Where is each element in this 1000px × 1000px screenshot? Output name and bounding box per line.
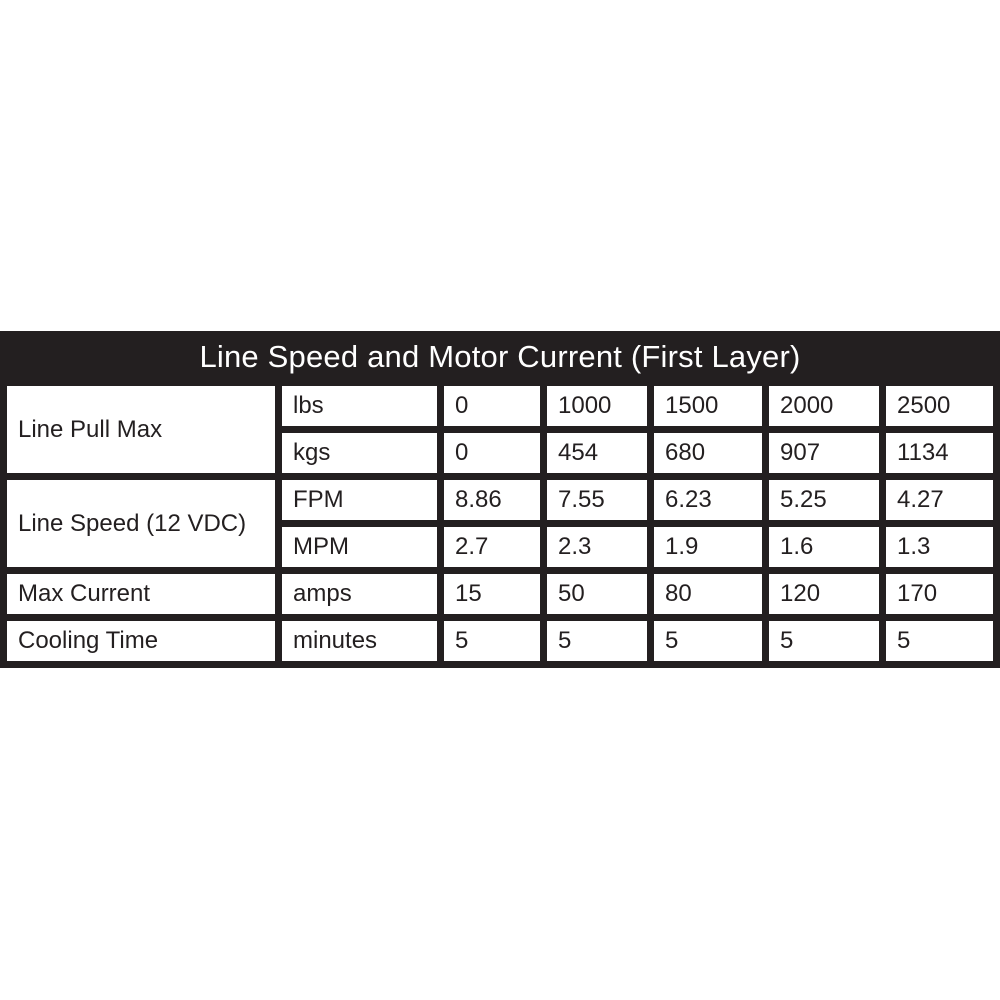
table-row <box>7 480 993 520</box>
value-cell: 5 <box>444 621 540 661</box>
value-cell: 1500 <box>654 386 762 426</box>
value-cell: 15 <box>444 574 540 614</box>
spec-table <box>0 331 1000 668</box>
row-group-label-line-pull-max: Line Pull Max <box>7 386 275 473</box>
value-cell: 5 <box>654 621 762 661</box>
value-cell: 0 <box>444 433 540 473</box>
value-cell: 1134 <box>886 433 993 473</box>
value-cell: 120 <box>769 574 879 614</box>
value-cell: 5 <box>886 621 993 661</box>
table-row <box>7 574 993 614</box>
row-group-label-line-speed: Line Speed (12 VDC) <box>7 480 275 567</box>
value-cell: 0 <box>444 386 540 426</box>
value-cell: 5 <box>547 621 647 661</box>
unit-cell: kgs <box>282 433 437 473</box>
value-cell: 6.23 <box>654 480 762 520</box>
value-cell: 454 <box>547 433 647 473</box>
value-cell: 8.86 <box>444 480 540 520</box>
table-title: Line Speed and Motor Current (First Layer) <box>199 339 801 374</box>
value-cell: 2000 <box>769 386 879 426</box>
value-cell: 4.27 <box>886 480 993 520</box>
unit-cell: minutes <box>282 621 437 661</box>
value-cell: 170 <box>886 574 993 614</box>
unit-cell: MPM <box>282 527 437 567</box>
table-row <box>7 386 993 426</box>
value-cell: 680 <box>654 433 762 473</box>
value-cell: 5 <box>769 621 879 661</box>
value-cell: 1000 <box>547 386 647 426</box>
value-cell: 907 <box>769 433 879 473</box>
value-cell: 2.3 <box>547 527 647 567</box>
value-cell: 1.3 <box>886 527 993 567</box>
value-cell: 80 <box>654 574 762 614</box>
value-cell: 7.55 <box>547 480 647 520</box>
row-group-label-cooling-time: Cooling Time <box>7 621 275 661</box>
unit-cell: lbs <box>282 386 437 426</box>
value-cell: 5.25 <box>769 480 879 520</box>
unit-cell: FPM <box>282 480 437 520</box>
value-cell: 2500 <box>886 386 993 426</box>
row-group-label-max-current: Max Current <box>7 574 275 614</box>
value-cell: 1.9 <box>654 527 762 567</box>
table-row <box>7 621 993 661</box>
unit-cell: amps <box>282 574 437 614</box>
spec-table-grid <box>0 379 1000 668</box>
value-cell: 2.7 <box>444 527 540 567</box>
value-cell: 50 <box>547 574 647 614</box>
value-cell: 1.6 <box>769 527 879 567</box>
